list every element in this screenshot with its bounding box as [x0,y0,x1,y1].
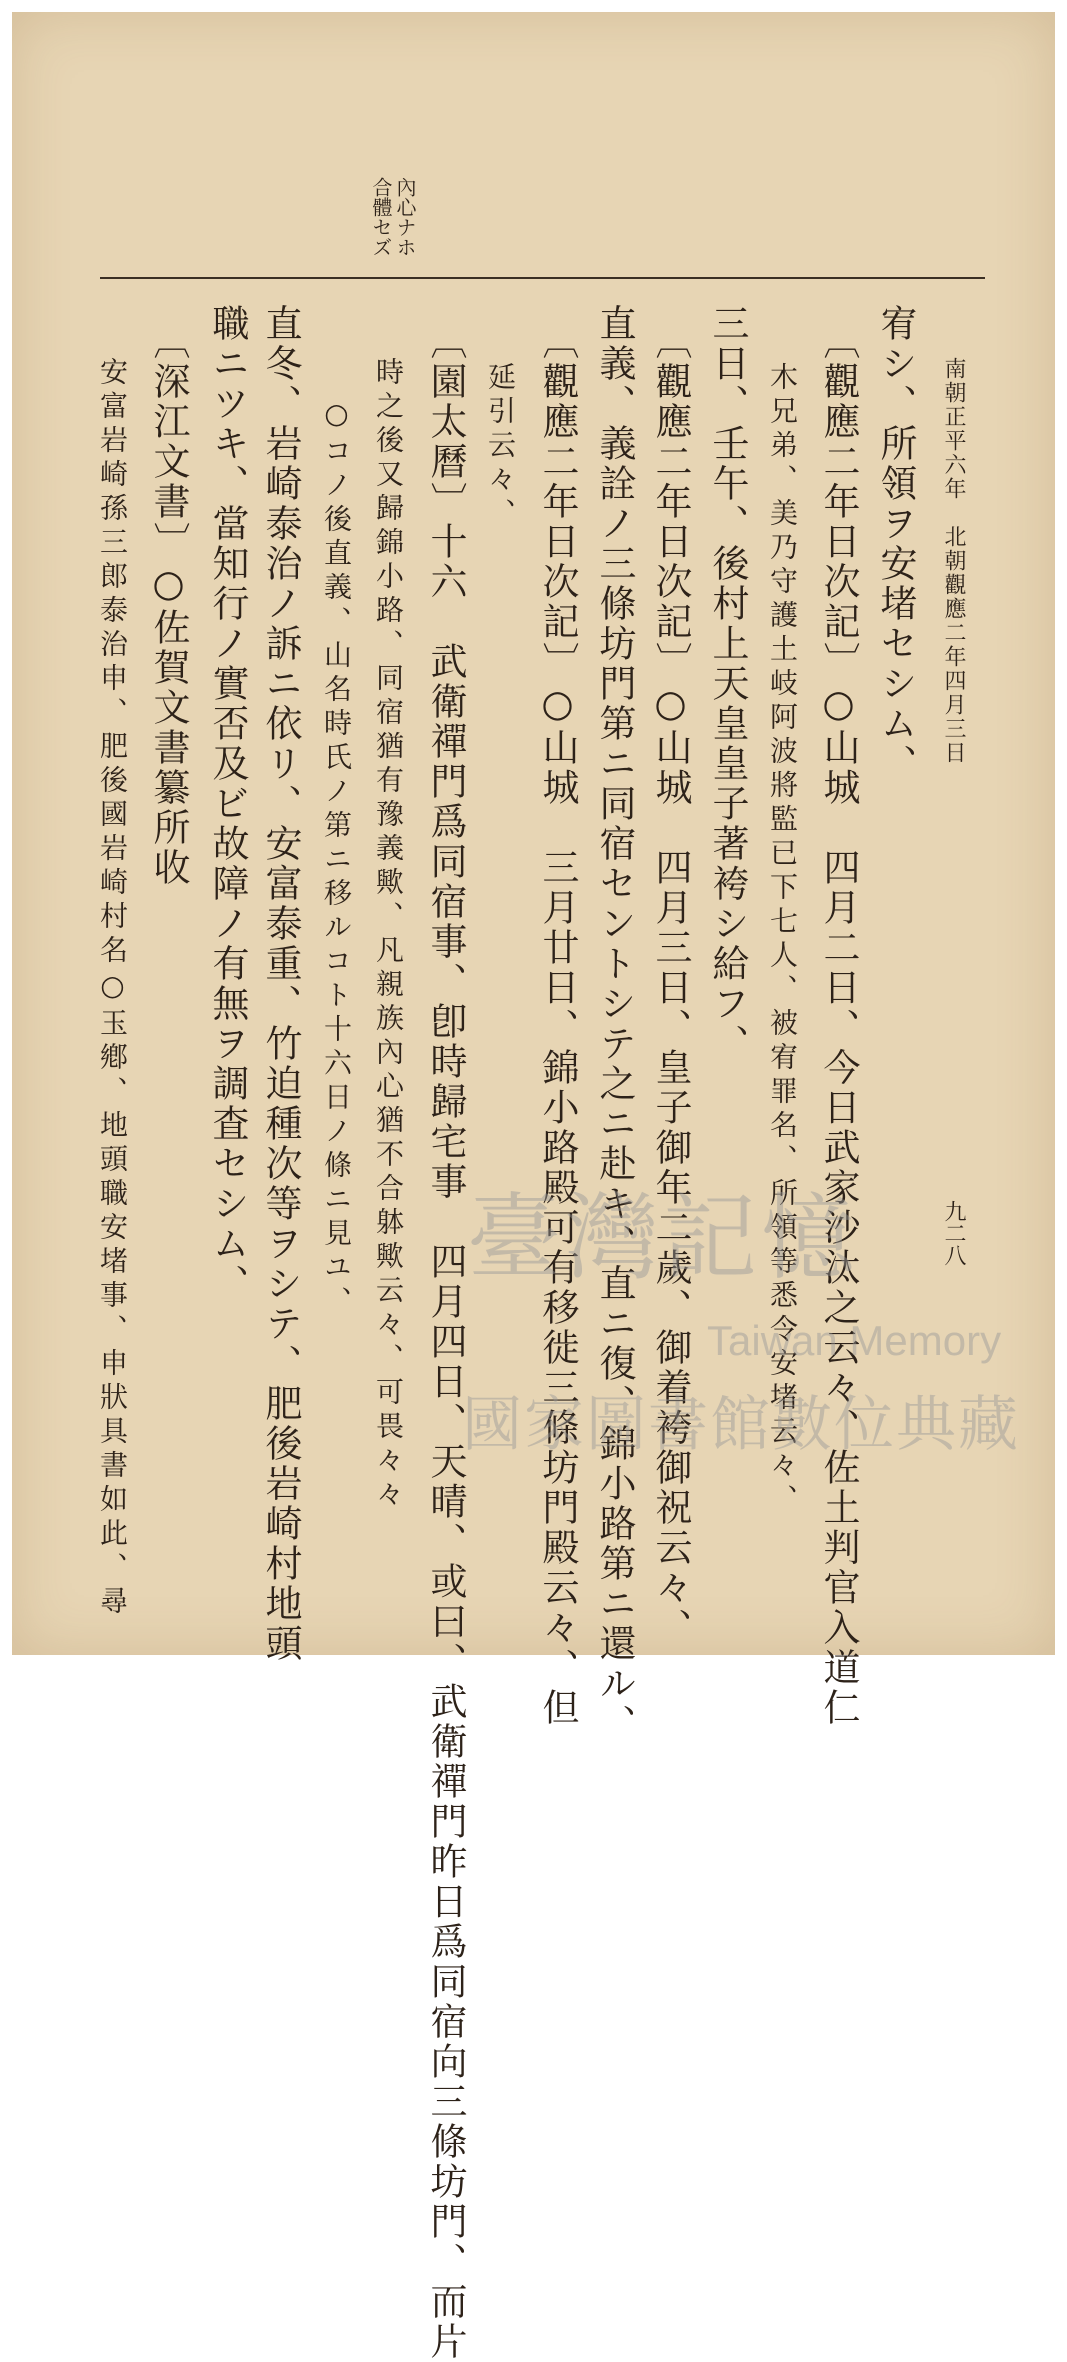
text-column: 安富岩崎孫三郎泰治申、肥後國岩崎村名○玉鄕、地頭職安堵事、申狀具書如此、尋 [96,357,129,1620]
text-column: 直義、義詮ノ三條坊門第ニ同宿セントシテ之ニ赴キ、直ニ復、錦小路第ニ還ル、 [593,304,636,1744]
page-number: 九二八 [941,1200,966,1266]
document-page [12,12,1055,2362]
text-column: 時之後又歸錦小路、同宿猶有豫義歟、凡親族內心猶不合躰歟云々、可畏々々 [372,357,405,1513]
text-column: 〔觀應二年日次記〕○山城 四月二日、今日武家沙汰之云々、佐土判官入道仁 [817,322,860,1728]
text-column: 〔觀應二年日次記〕○山城 四月三日、皇子御年二歲、御着袴御祝云々、 [649,322,692,1648]
watermark-english: Taiwan Memory [707,1317,1002,1364]
running-header: 南朝正平六年 北朝觀應二年四月三日 [941,357,966,765]
text-column: 直冬、岩崎泰治ノ訴ニ依リ、安富泰重、竹迫種次等ヲシテ、肥後岩崎村地頭 [259,304,302,1664]
text-column: 〔觀應二年日次記〕○山城 三月廿日、錦小路殿可有移徙三條坊門殿云々、但 [536,322,579,1728]
header-rule [100,277,985,279]
text-column: 三日、壬午、後村上天皇皇子著袴シ給フ、 [706,304,749,1064]
text-column: 〔園太曆〕十六 武衛禪門爲同宿事、卽時歸宅事 四月四日、天晴、或曰、武衛禪門昨日爲同宿向三條坊門、而片 [424,322,467,2362]
text-column: 木兄弟、美乃守護土岐阿波將監已下七人、被宥罪名、所領等悉令安堵云々、 [766,362,799,1518]
watermark-organization: 國家圖書館數位典藏 [462,1390,1020,1460]
text-column: 宥シ、所領ヲ安堵セシム、 [874,304,917,784]
text-column: ○コノ後直義、山名時氏ノ第ニ移ルコト十六日ノ條ニ見ユ、 [320,397,353,1320]
text-column: 延引云々、 [484,362,517,532]
marginal-note: 內心ナホ 合體セズ [369,177,417,257]
text-column: 職ニツキ、當知行ノ實否及ビ故障ノ有無ヲ調査セシム、 [206,304,249,1304]
text-column: 〔深江文書〕○佐賀文書纂所收 [147,322,190,888]
watermark-title: 臺灣記憶 [467,1184,860,1293]
